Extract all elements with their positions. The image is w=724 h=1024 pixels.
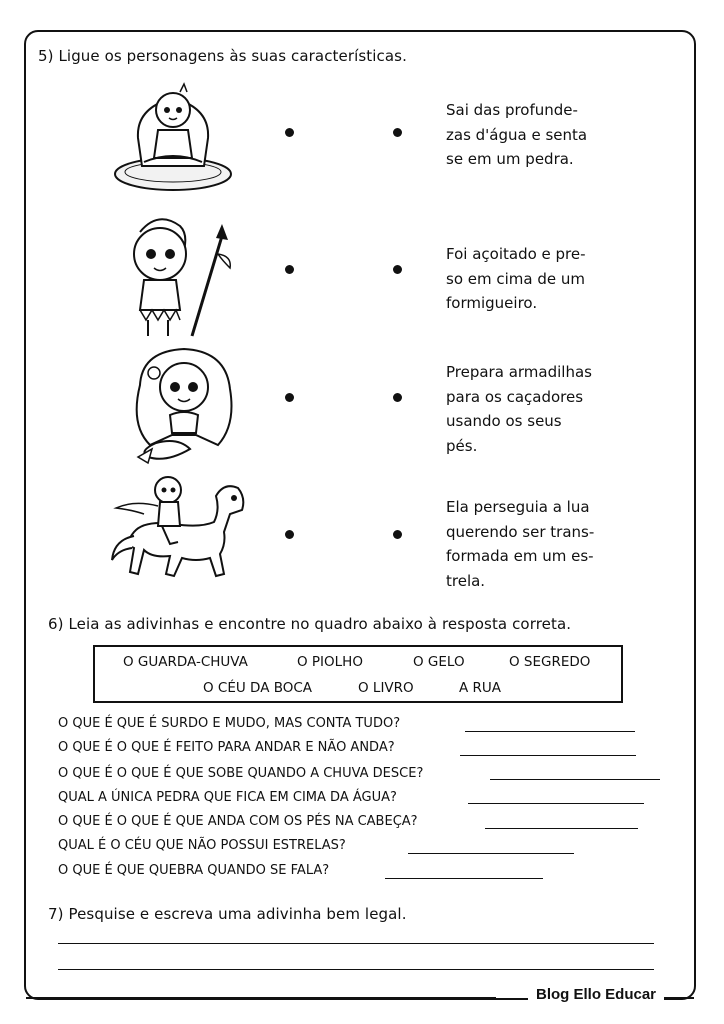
answer-option: O GUARDA-CHUVA bbox=[123, 654, 248, 670]
connector-dot-left-2[interactable] bbox=[285, 265, 294, 274]
writing-line-2[interactable] bbox=[58, 969, 654, 970]
riddle-1: O QUE É QUE É SURDO E MUDO, MAS CONTA TUDO? bbox=[58, 716, 401, 731]
connector-dot-right-4[interactable] bbox=[393, 530, 402, 539]
boy-riding-horse-icon bbox=[104, 470, 254, 590]
answer-line-6[interactable] bbox=[408, 853, 574, 854]
description-3: Prepara armadilhas para os caçadores usando os seus pés. bbox=[446, 363, 592, 455]
answer-option: O LIVRO bbox=[358, 680, 414, 696]
connector-dot-left-3[interactable] bbox=[285, 393, 294, 402]
riddle-2: O QUE É O QUE É FEITO PARA ANDAR E NÃO ANDA? bbox=[58, 740, 395, 755]
answer-options-box bbox=[93, 645, 623, 703]
description-2: Foi açoitado e pre- so em cima de um formigueiro. bbox=[446, 245, 586, 312]
connector-dot-left-1[interactable] bbox=[285, 128, 294, 137]
answer-option: A RUA bbox=[459, 680, 502, 696]
boy-with-spear-icon bbox=[118, 210, 238, 340]
answer-option: O PIOLHO bbox=[297, 654, 363, 670]
answer-line-1[interactable] bbox=[465, 731, 635, 732]
connector-dot-right-3[interactable] bbox=[393, 393, 402, 402]
iara-sitting-girl-icon bbox=[108, 78, 238, 198]
riddle-3: O QUE É O QUE É QUE SOBE QUANDO A CHUVA DESCE? bbox=[58, 766, 424, 781]
answer-line-2[interactable] bbox=[460, 755, 636, 756]
riddle-4: QUAL A ÚNICA PEDRA QUE FICA EM CIMA DA ÁGUA? bbox=[58, 790, 397, 805]
section6-title: 6) Leia as adivinhas e encontre no quadro abaixo à resposta correta. bbox=[48, 615, 572, 633]
section7-title: 7) Pesquise e escreva uma adivinha bem legal. bbox=[48, 905, 407, 923]
footer-brand: Blog Ello Educar bbox=[528, 986, 664, 1003]
answer-option: O GELO bbox=[413, 654, 465, 670]
answer-line-5[interactable] bbox=[485, 828, 638, 829]
answer-line-3[interactable] bbox=[490, 779, 660, 780]
answer-option: O CÉU DA BOCA bbox=[203, 680, 313, 696]
answer-option: O SEGREDO bbox=[509, 654, 591, 670]
description-1: Sai das profunde- zas d'água e senta se em um pedra. bbox=[446, 101, 588, 168]
section5-title: 5) Ligue os personagens às suas características. bbox=[38, 47, 407, 65]
connector-dot-right-1[interactable] bbox=[393, 128, 402, 137]
connector-dot-right-2[interactable] bbox=[393, 265, 402, 274]
answer-line-7[interactable] bbox=[385, 878, 543, 879]
mermaid-icon bbox=[126, 345, 242, 465]
riddle-5: O QUE É O QUE É QUE ANDA COM OS PÉS NA CABEÇA? bbox=[58, 814, 418, 829]
footer-rule-left bbox=[26, 997, 496, 999]
answer-line-4[interactable] bbox=[468, 803, 644, 804]
writing-line-1[interactable] bbox=[58, 943, 654, 944]
connector-dot-left-4[interactable] bbox=[285, 530, 294, 539]
riddle-6: QUAL É O CÉU QUE NÃO POSSUI ESTRELAS? bbox=[58, 838, 346, 853]
description-4: Ela perseguia a lua querendo ser trans- formada em um es- trela. bbox=[446, 498, 595, 590]
riddle-7: O QUE É QUE QUEBRA QUANDO SE FALA? bbox=[58, 863, 330, 878]
